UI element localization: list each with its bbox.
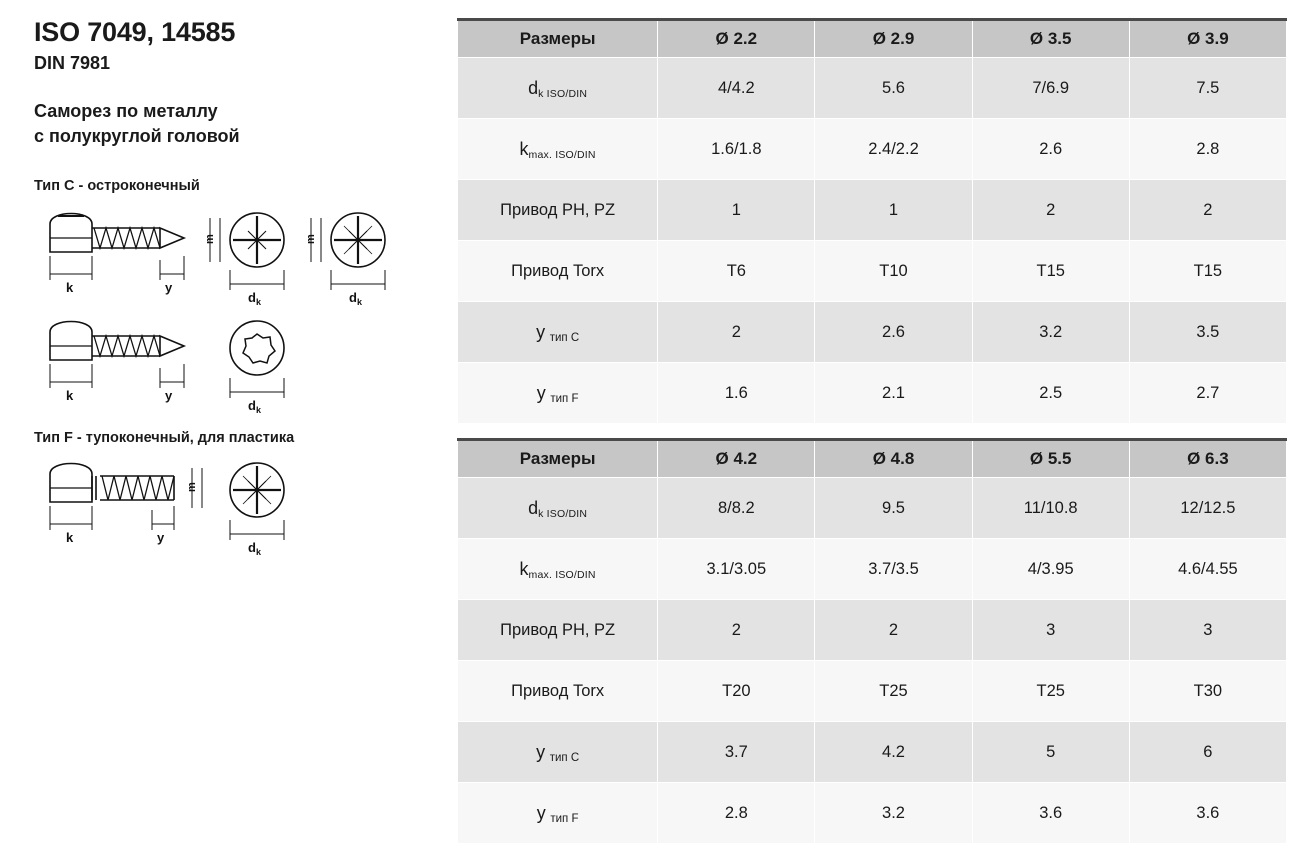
row-label: dk ISO/DIN: [458, 58, 658, 119]
dim-label-k-3: k: [66, 388, 74, 404]
cell: 2.1: [815, 363, 972, 424]
table-header-row: [458, 440, 1287, 478]
table1-header-cell-0: Размеры: [458, 20, 658, 58]
row-label: Привод PH, PZ: [458, 180, 658, 241]
dim-label-k-4: k: [66, 530, 74, 546]
cell: 2.8: [1129, 119, 1286, 180]
dim-label-m-4: m: [186, 482, 198, 493]
table-row: [458, 180, 1287, 241]
page-title: ISO 7049, 14585: [34, 17, 236, 47]
cell: T15: [1129, 241, 1286, 302]
cell: 5.6: [815, 58, 972, 119]
type-c-label: Тип C - остроконечный: [34, 178, 200, 195]
spec-table-2: [457, 438, 1287, 844]
page-subtitle: DIN 7981: [34, 52, 111, 73]
row-label: y тип F: [458, 783, 658, 844]
cell: 3: [1129, 600, 1286, 661]
row-label: Привод Torx: [458, 661, 658, 722]
table-row: [458, 58, 1287, 119]
cell: 12/12.5: [1129, 478, 1286, 539]
table1-header-cell-4: Ø 3.9: [1129, 20, 1286, 58]
cell: 3.2: [815, 783, 972, 844]
specification-tables: [457, 18, 1287, 844]
cell: 7.5: [1129, 58, 1286, 119]
cell: 4/4.2: [658, 58, 815, 119]
row-label: Привод Torx: [458, 241, 658, 302]
cell: 6: [1129, 722, 1286, 783]
cell: T15: [972, 241, 1129, 302]
dim-label-y: y: [165, 280, 173, 296]
cell: 1: [658, 180, 815, 241]
table2-header-cell-3: Ø 5.5: [972, 440, 1129, 478]
table-row: [458, 363, 1287, 424]
type-f-label: Тип F - тупоконечный, для пластика: [34, 430, 295, 447]
cell: T20: [658, 661, 815, 722]
cell: T25: [972, 661, 1129, 722]
cell: 3.6: [972, 783, 1129, 844]
table2-header-cell-2: Ø 4.8: [815, 440, 972, 478]
dim-label-m-2: m: [305, 234, 317, 245]
cell: 1.6/1.8: [658, 119, 815, 180]
cell: T25: [815, 661, 972, 722]
row-label: Привод PH, PZ: [458, 600, 658, 661]
product-description-line1: Саморез по металлу: [34, 101, 218, 122]
cell: 3.7: [658, 722, 815, 783]
cell: 2.6: [972, 119, 1129, 180]
cell: 2.7: [1129, 363, 1286, 424]
table-row: [458, 302, 1287, 363]
cell: 2.8: [658, 783, 815, 844]
cell: 2: [815, 600, 972, 661]
cell: 4/3.95: [972, 539, 1129, 600]
table-row: [458, 600, 1287, 661]
dim-label-dk-2: $d_k$: [349, 290, 362, 308]
cell: 2: [658, 600, 815, 661]
cell: 2: [658, 302, 815, 363]
dim-label-m: m: [204, 234, 216, 245]
table-row: [458, 119, 1287, 180]
cell: 3.2: [972, 302, 1129, 363]
table1-header-cell-2: Ø 2.9: [815, 20, 972, 58]
product-description: [34, 99, 364, 148]
dim-label-dk-3: $d_k$: [248, 398, 261, 416]
table-row: [458, 241, 1287, 302]
table-row: [458, 722, 1287, 783]
table-header-row: [458, 20, 1287, 58]
cell: 2.4/2.2: [815, 119, 972, 180]
cell: 3.5: [1129, 302, 1286, 363]
table-row: [458, 478, 1287, 539]
row-label: kmax. ISO/DIN: [458, 119, 658, 180]
figure-type-c-row2: [34, 314, 455, 424]
table-row: [458, 539, 1287, 600]
cell: T10: [815, 241, 972, 302]
cell: 3.7/3.5: [815, 539, 972, 600]
table2-header-cell-0: Размеры: [458, 440, 658, 478]
table1-header-cell-3: Ø 3.5: [972, 20, 1129, 58]
cell: 2: [1129, 180, 1286, 241]
dim-label-y-4: y: [157, 530, 165, 546]
cell: 2.5: [972, 363, 1129, 424]
dim-label-dk: $d_k$: [248, 290, 261, 308]
cell: 9.5: [815, 478, 972, 539]
cell: 2.6: [815, 302, 972, 363]
cell: T30: [1129, 661, 1286, 722]
cell: 8/8.2: [658, 478, 815, 539]
cell: 5: [972, 722, 1129, 783]
figure-type-c-row1: [34, 204, 455, 314]
screw-type-f-diagram: [34, 456, 454, 556]
row-label: y тип F: [458, 363, 658, 424]
cell: 1: [815, 180, 972, 241]
dim-label-dk-4: $d_k$: [248, 540, 261, 557]
table1-header-cell-1: Ø 2.2: [658, 20, 815, 58]
row-label: y тип C: [458, 302, 658, 363]
cell: T6: [658, 241, 815, 302]
cell: 11/10.8: [972, 478, 1129, 539]
dim-label-y-3: y: [165, 388, 173, 404]
dim-label-k: k: [66, 280, 74, 296]
cell: 3.1/3.05: [658, 539, 815, 600]
cell: 4.6/4.55: [1129, 539, 1286, 600]
row-label: y тип C: [458, 722, 658, 783]
figure-type-f-row: [34, 456, 455, 557]
cell: 3.6: [1129, 783, 1286, 844]
product-description-line2: с полукруглой головой: [34, 125, 240, 146]
spec-table-1: [457, 18, 1287, 424]
left-panel: [0, 0, 455, 837]
table-row: [458, 783, 1287, 844]
cell: 3: [972, 600, 1129, 661]
table2-header-cell-4: Ø 6.3: [1129, 440, 1286, 478]
row-label: dk ISO/DIN: [458, 478, 658, 539]
table-row: [458, 661, 1287, 722]
table2-header-cell-1: Ø 4.2: [658, 440, 815, 478]
cell: 7/6.9: [972, 58, 1129, 119]
screw-type-c-ph-diagram: [34, 204, 454, 314]
cell: 2: [972, 180, 1129, 241]
screw-type-c-torx-diagram: [34, 314, 454, 419]
row-label: kmax. ISO/DIN: [458, 539, 658, 600]
cell: 1.6: [658, 363, 815, 424]
cell: 4.2: [815, 722, 972, 783]
